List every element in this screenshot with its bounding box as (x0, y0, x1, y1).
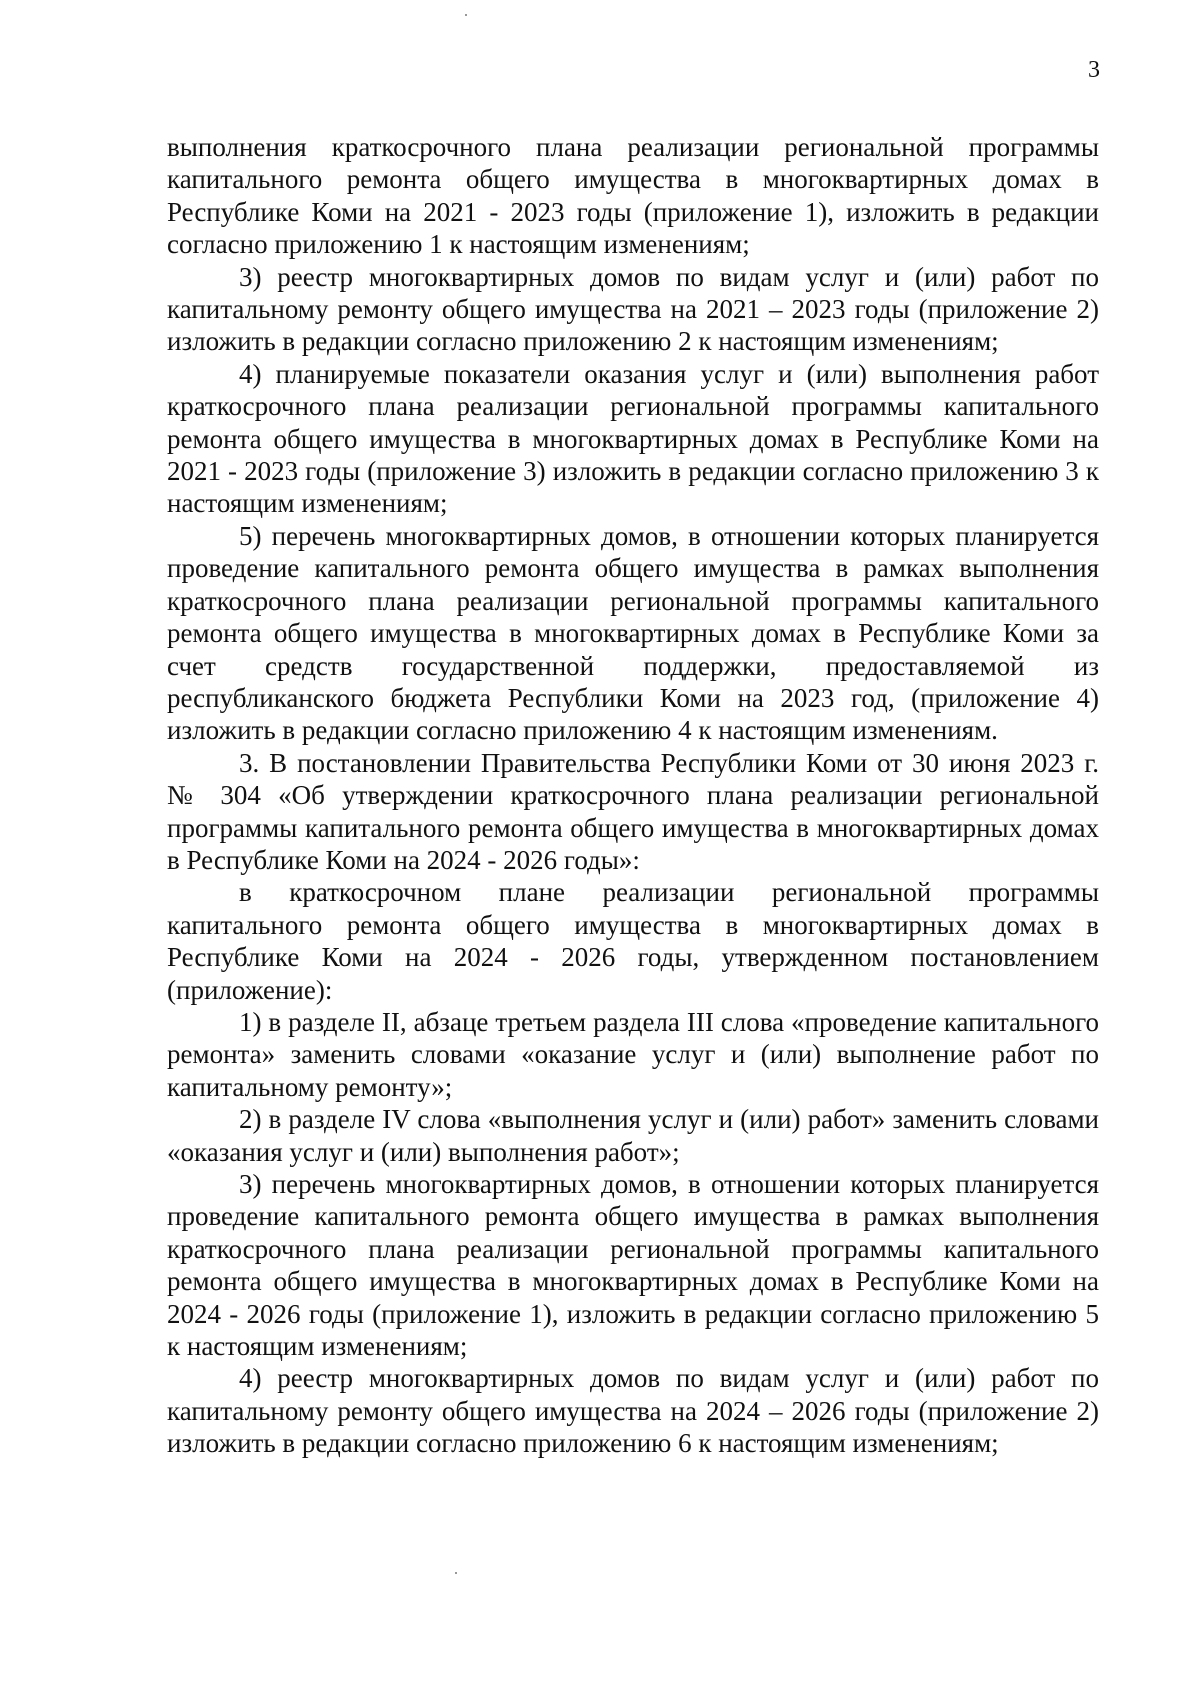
paragraph-item-5-house-list: 5) перечень многоквартирных домов, в отношении которых планируется проведение капитального ремонта общего имущества в рамках выполнения краткосрочного плана реализации региональной программы капитального ремонта общего имущества в многоквартирных домах в Республике Коми за счет средств государственной поддержки, предоставляемой из республиканского бюджета Республики Коми на 2023 год, (приложение 4) изложить в редакции согласно приложению 4 к настоящим изменениям. (167, 520, 1099, 746)
paragraph-item-4-registry-2024: 4) реестр многоквартирных домов по видам услуг и (или) работ по капитальному ремонту общего имущества на 2024 – 2026 годы (приложение 2) изложить в редакции согласно приложению 6 к настоящим изменениям; (167, 1363, 1099, 1459)
page-number: 3 (1088, 57, 1100, 83)
paragraph-section-3: 3. В постановлении Правительства Республики Коми от 30 июня 2023 г. № 304 «Об утверждении краткосрочного плана реализации региональной программы капитального ремонта общего имущества в многоквартирных домах в Республике Коми на 2024 - 2026 годы»: (167, 747, 1099, 875)
paragraph-item-4-indicators: 4) планируемые показатели оказания услуг и (или) выполнения работ краткосрочного плана реализации региональной программы капитального ремонта общего имущества в многоквартирных домах в Республике Коми на 2021 - 2023 годы (приложение 3) изложить в редакции согласно приложению 3 к настоящим изменениям; (167, 358, 1099, 519)
scan-speck (465, 14, 467, 16)
paragraph-item-3-house-list-2024: 3) перечень многоквартирных домов, в отношении которых планируется проведение капитального ремонта общего имущества в рамках выполнения краткосрочного плана реализации региональной программы капитального ремонта общего имущества в многоквартирных домах в Республике Коми на 2024 - 2026 годы (приложение 1), изложить в редакции согласно приложению 5 к настоящим изменениям; (167, 1169, 1099, 1362)
document-body (167, 131, 1099, 1460)
paragraph-item-3-registry-2021: 3) реестр многоквартирных домов по видам услуг и (или) работ по капитальному ремонту общего имущества на 2021 – 2023 годы (приложение 2) изложить в редакции согласно приложению 2 к настоящим изменениям; (167, 261, 1099, 357)
paragraph-short-term-plan: в краткосрочном плане реализации региональной программы капитального ремонта общего имущества в многоквартирных домах в Республике Коми на 2024 - 2026 годы, утвержденном постановлением (приложение): (167, 877, 1099, 1005)
paragraph-continuation: выполнения краткосрочного плана реализации региональной программы капитального ремонта общего имущества в многоквартирных домах в Республике Коми на 2021 - 2023 годы (приложение 1), изложить в редакции согласно приложению 1 к настоящим изменениям; (167, 132, 1099, 260)
paragraph-item-2-section-4: 2) в разделе IV слова «выполнения услуг и (или) работ» заменить словами «оказания услуг и (или) выполнения работ»; (167, 1104, 1099, 1167)
scan-speck (455, 1572, 457, 1574)
paragraph-item-1-sections: 1) в разделе II, абзаце третьем раздела III слова «проведение капитального ремонта» заменить словами «оказание услуг и (или) выполнение работ по капитальному ремонту»; (167, 1006, 1099, 1102)
